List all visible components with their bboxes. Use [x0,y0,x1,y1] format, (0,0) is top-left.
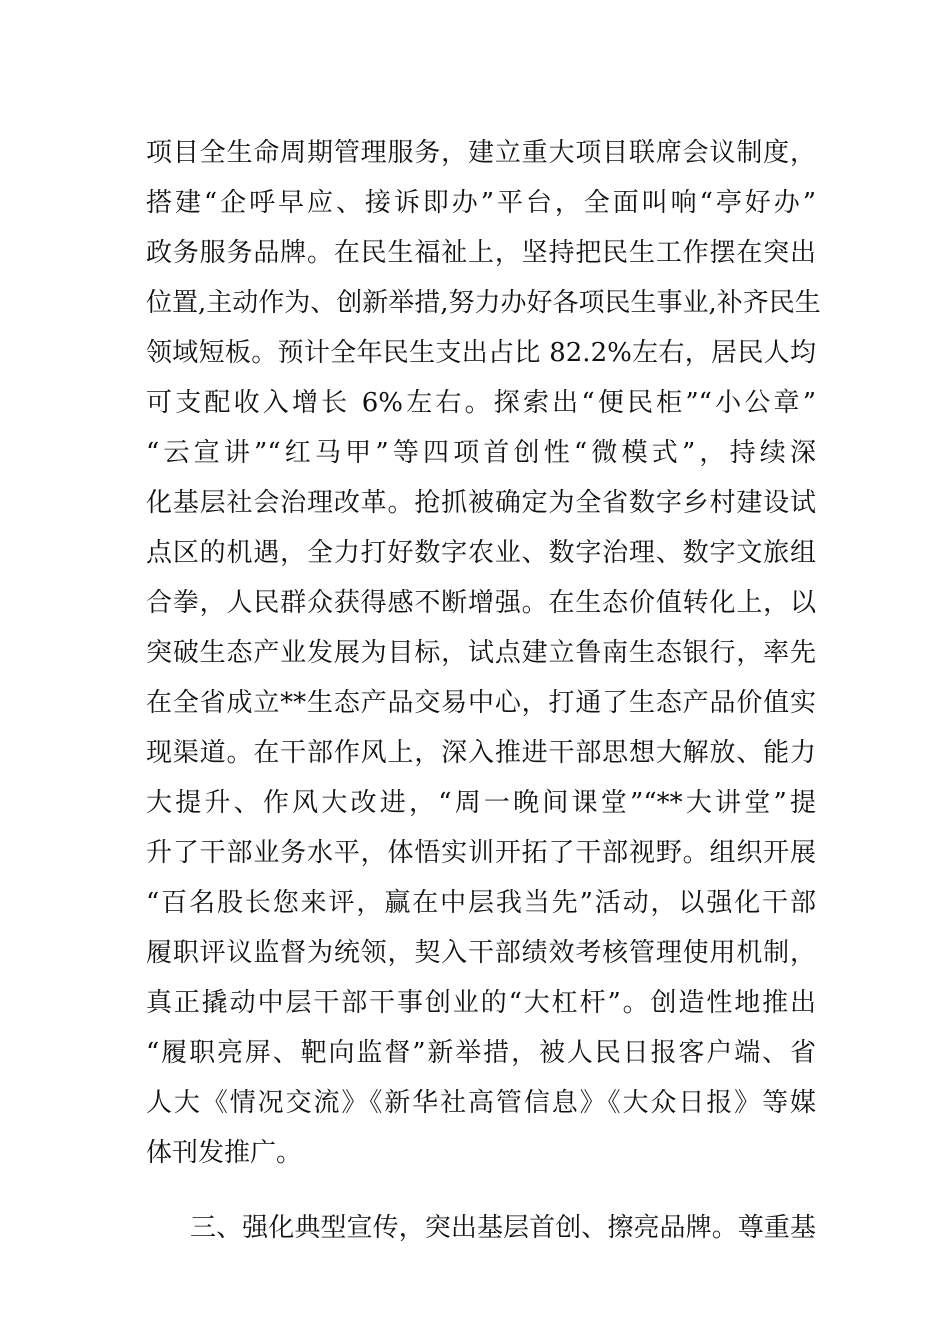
text-line: 点区的机遇，全力打好数字农业、数字治理、数字文旅组 [146,538,816,568]
text-line: 大提升、作风大改进，“周一晚间课堂”“**大讲堂”提 [146,788,816,818]
text-line: 可支配收入增长 6%左右。探索出“便民柜”“小公章” [146,388,816,418]
text-line: 真正撬动中层干部干事创业的“大杠杆”。创造性地推出 [146,988,816,1018]
text-line: 体刊发推广。 [146,1138,303,1168]
body-text [146,128,821,1253]
text-line: 位置,主动作为、创新举措,努力办好各项民生事业,补齐民生 [146,288,821,318]
text-line: “百名股长您来评，赢在中层我当先”活动，以强化干部 [146,888,816,918]
text-line: 现渠道。在干部作风上，深入推进干部思想大解放、能力 [146,738,816,768]
paragraph-spacer [146,1178,816,1203]
text-line: 搭建“企呼早应、接诉即办”平台，全面叫响“亭好办” [146,188,816,218]
text-line: 化基层社会治理改革。抢抓被确定为全省数字乡村建设试 [146,488,816,518]
text-line: 合拳，人民群众获得感不断增强。在生态价值转化上，以 [146,588,816,618]
paragraph-2 [146,1203,816,1253]
text-line: 履职评议监督为统领，契入干部绩效考核管理使用机制， [146,938,816,968]
section-heading-line: 三、强化典型宣传，突出基层首创、擦亮品牌。尊重基 [190,1213,816,1243]
text-line: 在全省成立**生态产品交易中心，打通了生态产品价值实 [146,688,816,718]
text-line: 突破生态产业发展为目标，试点建立鲁南生态银行，率先 [146,638,816,668]
paragraph-1 [146,128,821,1178]
text-line: 人大《情况交流》《新华社高管信息》《大众日报》等媒 [146,1088,816,1118]
text-line: 升了干部业务水平，体悟实训开拓了干部视野。组织开展 [146,838,816,868]
text-line: 项目全生命周期管理服务，建立重大项目联席会议制度， [146,138,816,168]
text-line: “云宣讲”“红马甲”等四项首创性“微模式”，持续深 [146,438,816,468]
text-line: 政务服务品牌。在民生福祉上，坚持把民生工作摆在突出 [146,238,816,268]
text-line: “履职亮屏、靶向监督”新举措，被人民日报客户端、省 [146,1038,816,1068]
text-line: 领域短板。预计全年民生支出占比 82.2%左右，居民人均 [146,338,816,368]
